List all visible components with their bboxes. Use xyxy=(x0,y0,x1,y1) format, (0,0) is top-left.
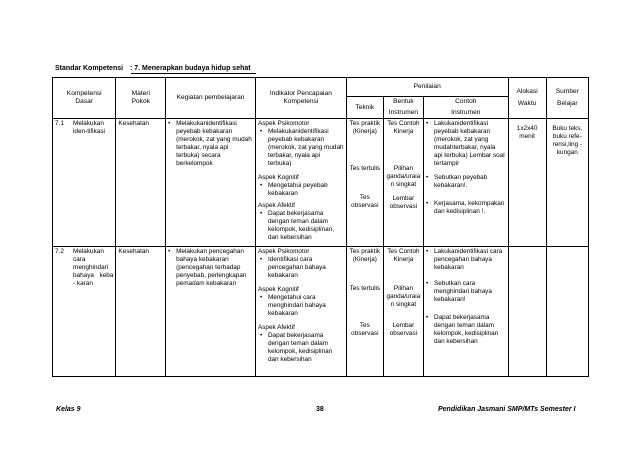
col-teknik: Teknik xyxy=(346,97,383,119)
bentuk-cell: Tes Contoh Kinerja Pilihan ganda/uraia n singkat Lembar observasi xyxy=(383,119,423,247)
kegiatan-cell: • Melakukan pencegahan bahaya kebakaran (pencegahan terhadap penyebab, perlengkapan pemadam kebakaran xyxy=(166,247,256,377)
table-row xyxy=(53,247,589,377)
col-penilaian: Penilaian xyxy=(346,78,508,97)
materi-cell: Kesehatan xyxy=(116,119,166,247)
col-materi-pokok: Materi Pokok xyxy=(116,78,166,119)
footer-class: Kelas 9 xyxy=(56,406,81,413)
contoh-cell: • Lakukanidentifikasi peyebab kebakaran (merokok, zat yang mudahterbakar, nyala api terbuka) Lembar soal tertampir • Sebutkan peyebab kebakaran!. • Kerjasama, kekompakan dan kedisiplinan !. xyxy=(423,119,508,247)
standar-kompetensi-value: : 7. Menerapkan budaya hidup sehat xyxy=(130,65,251,72)
materi-cell: Kesehatan xyxy=(116,247,166,377)
sumber-cell xyxy=(546,247,588,377)
header-row-1 xyxy=(53,78,589,97)
col-bentuk: Bentuk Instrumen xyxy=(383,97,423,119)
standar-kompetensi-underline xyxy=(131,73,256,74)
footer-subject: Pendidikan Jasmani SMP/MTs Semester I xyxy=(438,406,576,413)
kd-cell: 7.2 Melakukan cara menghindari bahaya keba - karan xyxy=(53,247,116,377)
alokasi-cell xyxy=(508,247,546,377)
teknik-cell: Tes praktik (Kinerja) Tes tertulis Tes observasi xyxy=(346,247,383,377)
col-alokasi: Alokasi Waktu xyxy=(508,78,546,119)
table-row xyxy=(53,119,589,247)
col-kompetensi-dasar: Kompetensi Dasar xyxy=(53,78,116,119)
col-indikator: Indikator Pencapaian Kompetensi xyxy=(255,78,346,119)
kd-cell: 7.1 Melakukan iden-tifikasi xyxy=(53,119,116,247)
col-sumber: Sumber Belajar xyxy=(546,78,588,119)
teknik-cell: Tes praktik (Kinerja) Tes tertulis Tes observasi xyxy=(346,119,383,247)
syllabus-table xyxy=(52,77,589,377)
col-contoh: Contoh Instrumen xyxy=(423,97,508,119)
col-kegiatan: Kegiatan pembelajaran xyxy=(166,78,256,119)
standar-kompetensi xyxy=(55,65,251,72)
bentuk-cell: Tes Contoh Kinerja Pilihan ganda/uraia n singkat Lembar observasi xyxy=(383,247,423,377)
indikator-cell: Aspek Psikomotor • Melakukanidentifikasi peyebab kebakaran (merokok, zat yang mudah terbakar, nyala api terbuka) Aspek Kognitif • Mengetahui peyebab kebakaran Aspek Afektif • Dapat bekerjasama dengan teman dalam kelompok, kedisiplinan, dan kebersihan xyxy=(255,119,346,247)
footer-page-number: 38 xyxy=(316,406,324,413)
indikator-cell: Aspek Psikomotor • Identifikasi cara pencegahan bahaya kebakaran Aspek Kognitif • Mengetahui cara menghindari bahaya kebakaran Aspek Afektif • Dapat bekerjasama dengan teman dalam kelompok, kedisiplinan dan kebersihan xyxy=(255,247,346,377)
sumber-cell: Buku teks, buku refe-rensi,ling - kungan xyxy=(546,119,588,247)
contoh-cell: • Lakukanidentifikasi cara pencegahan bahaya kebakaran • Sebutkan cara menghindari bahaya kebakaran! • Dapat bekerjasama dengan teman dalam kelompok, kedisiplinan dan kebersihan xyxy=(423,247,508,377)
kegiatan-cell: • Melakukanidentifikasi peyebab kebakaran (merokok, zat yang mudah terbakar, nyala api terbuka) secara berkelompok xyxy=(166,119,256,247)
alokasi-cell: 1x2x40 menit xyxy=(508,119,546,247)
standar-kompetensi-label: Standar Kompetensi xyxy=(55,65,124,72)
